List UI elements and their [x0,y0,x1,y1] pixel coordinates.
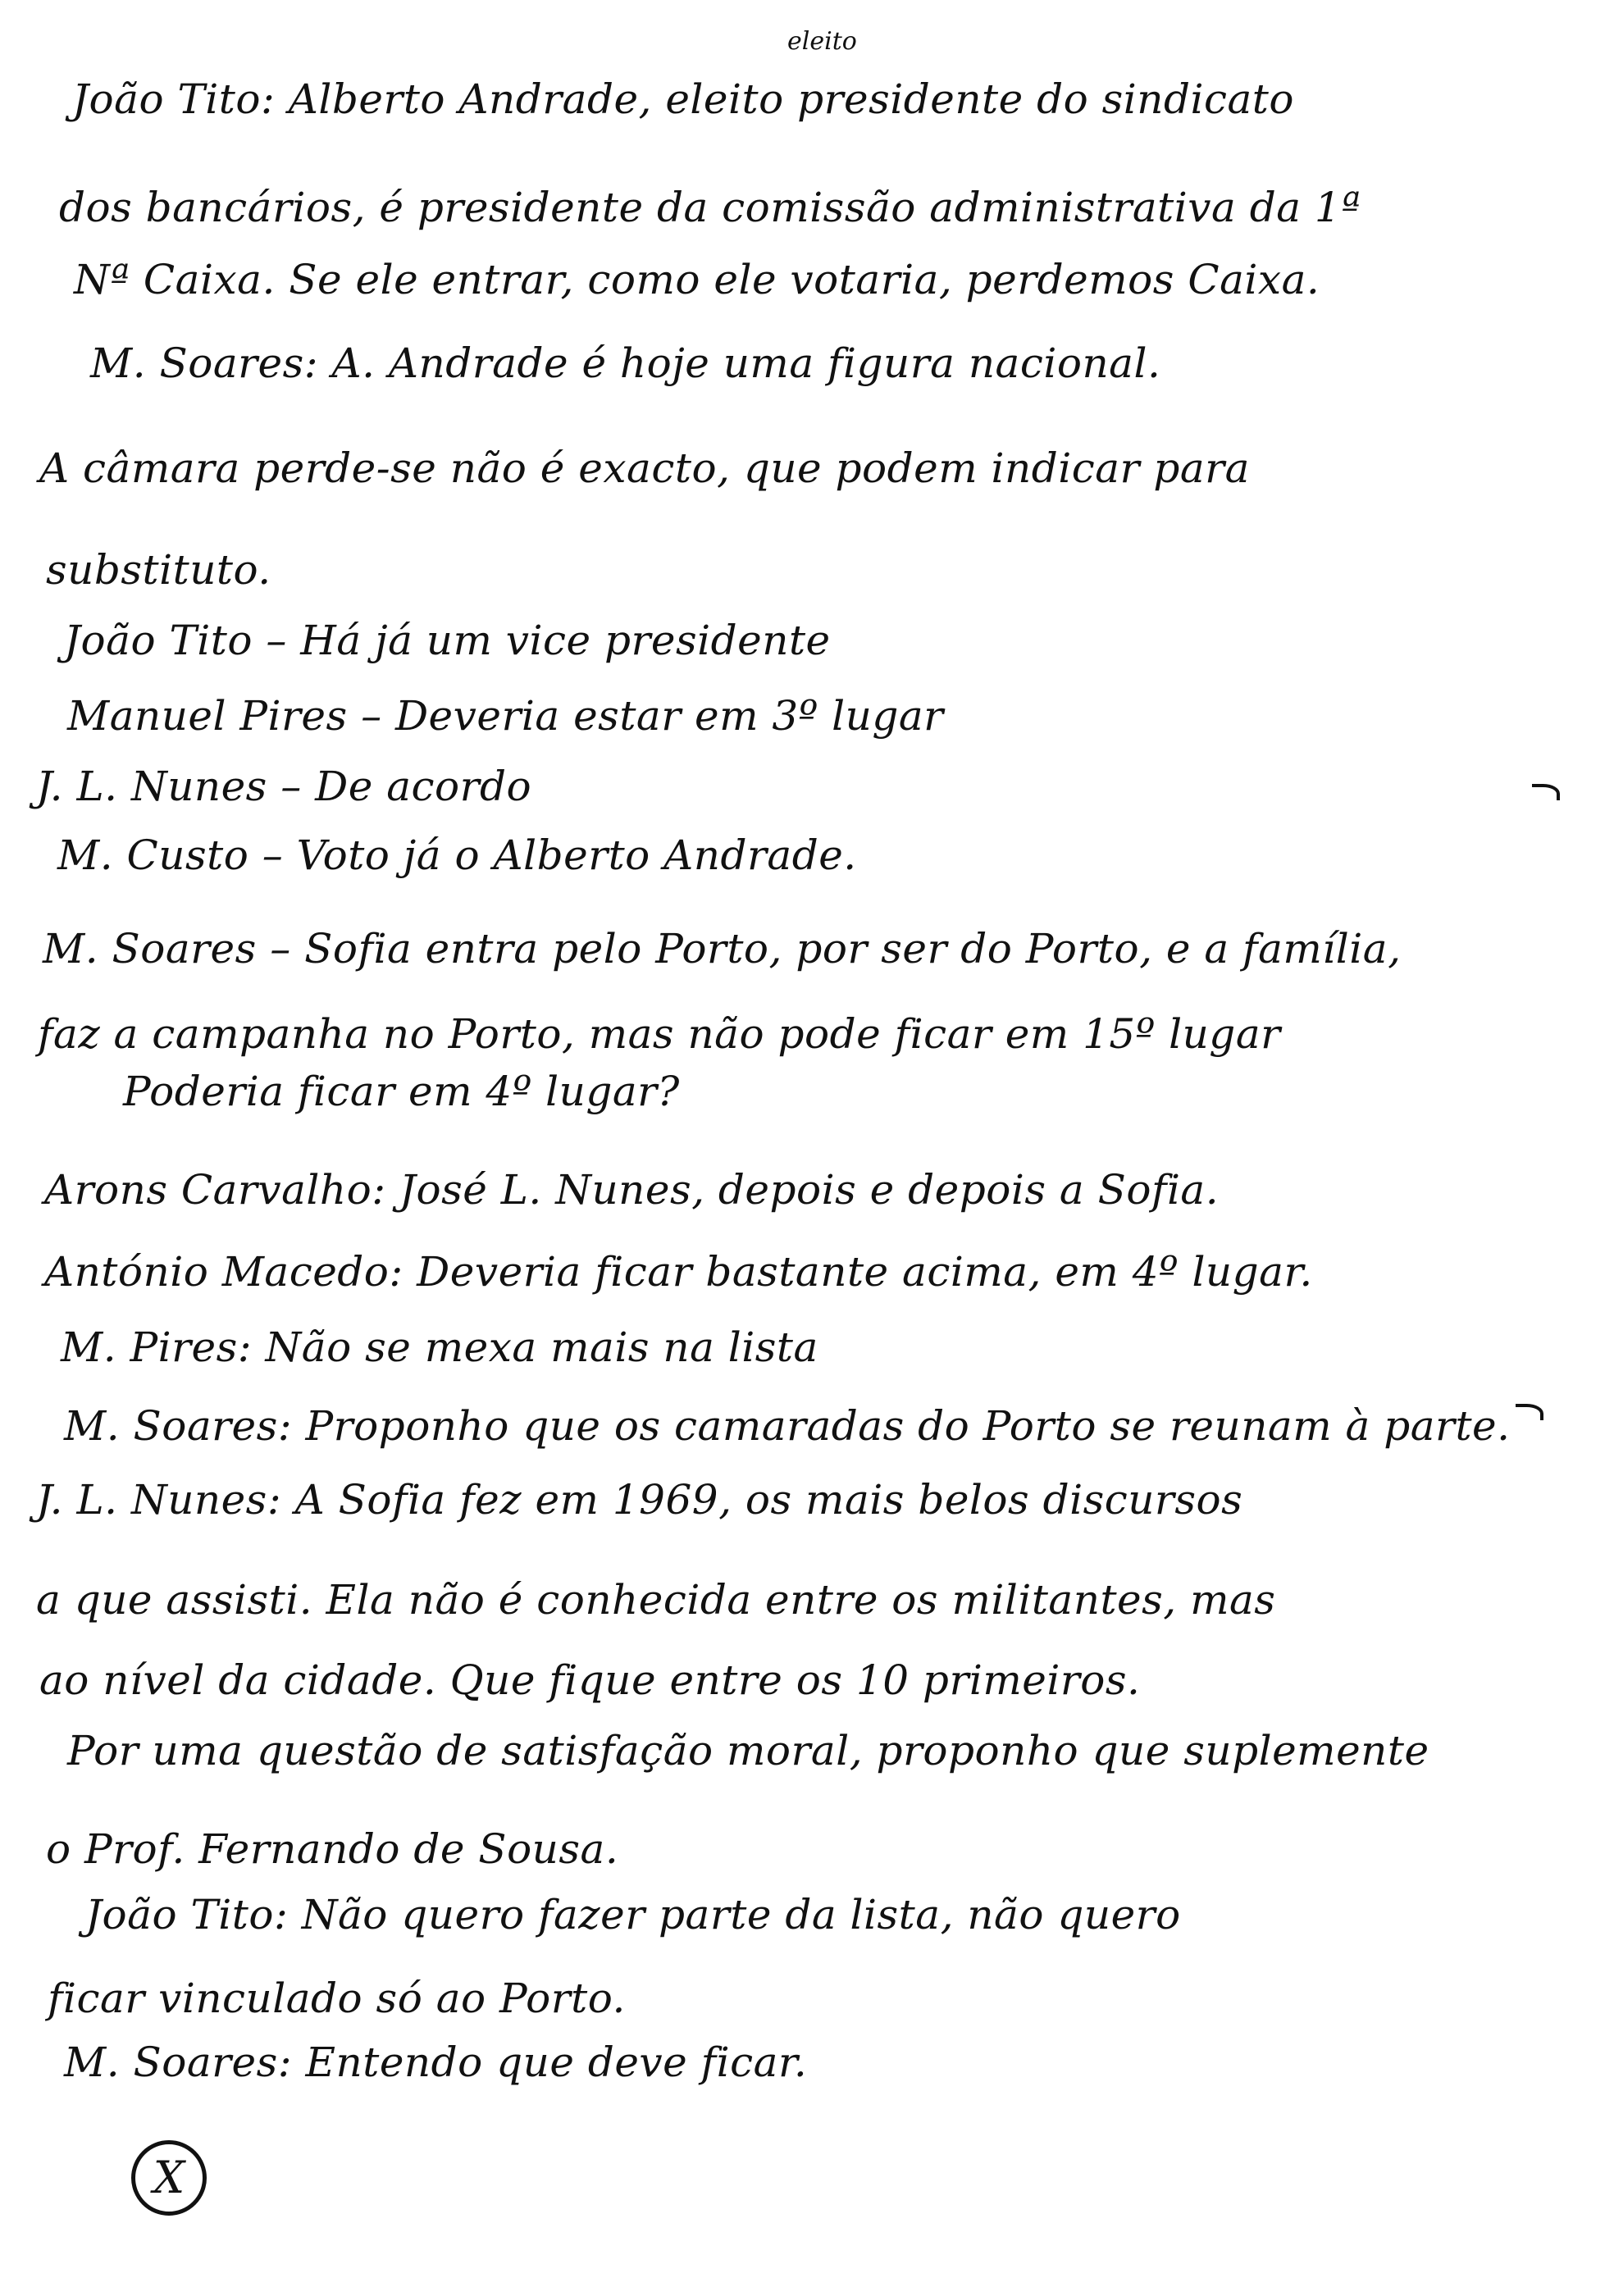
margin-tick-mark [1516,1404,1543,1420]
margin-tick-mark [1532,784,1560,800]
text-line-25: M. Soares: Entendo que deve ficar. [64,2039,808,2086]
text-line-23: João Tito: Não quero fazer parte da lista, não quero [85,1891,1181,1938]
circled-x-mark: X [131,2140,207,2216]
text-line-20: ao nível da cidade. Que fique entre os 10 primeiros. [39,1656,1141,1704]
text-line-5: A câmara perde-se não é exacto, que podem indicar para [39,444,1250,492]
text-line-6: substituto. [46,546,271,594]
text-line-14: Arons Carvalho: José L. Nunes, depois e depois a Sofia. [44,1166,1220,1214]
text-line-8: Manuel Pires – Deveria estar em 3º lugar [67,692,944,740]
text-line-7: João Tito – Há já um vice presidente [64,617,831,664]
text-line-4: M. Soares: A. Andrade é hoje uma figura nacional. [90,339,1161,387]
text-line-21: Por uma questão de satisfação moral, proponho que suplemente [67,1727,1429,1774]
text-line-15: António Macedo: Deveria ficar bastante acima, em 4º lugar. [44,1248,1313,1296]
text-line-9: J. L. Nunes – De acordo [36,763,532,810]
text-line-1: João Tito: Alberto Andrade, eleito presidente do sindicato [72,75,1294,123]
text-line-2: dos bancários, é presidente da comissão administrativa da 1ª [59,184,1361,231]
text-line-12: faz a campanha no Porto, mas não pode ficar em 15º lugar [38,1010,1281,1058]
text-line-10: M. Custo – Voto já o Alberto Andrade. [57,831,857,879]
text-line-19: a que assisti. Ela não é conhecida entre os militantes, mas [36,1576,1276,1624]
text-line-3: Nª Caixa. Se ele entrar, como ele votaria, perdemos Caixa. [74,256,1320,303]
text-line-13: Poderia ficar em 4º lugar? [123,1068,680,1115]
text-line-24: ficar vinculado só ao Porto. [48,1975,626,2022]
text-line-11: M. Soares – Sofia entra pelo Porto, por ser do Porto, e a família, [43,925,1402,973]
text-line-22: o Prof. Fernando de Sousa. [46,1825,619,1873]
text-line-17: M. Soares: Proponho que os camaradas do Porto se reunam à parte. [64,1402,1511,1450]
text-line-18: J. L. Nunes: A Sofia fez em 1969, os mais belos discursos [36,1476,1243,1524]
interlinear-insertion: eleito [787,27,857,56]
text-line-16: M. Pires: Não se mexa mais na lista [61,1323,818,1371]
